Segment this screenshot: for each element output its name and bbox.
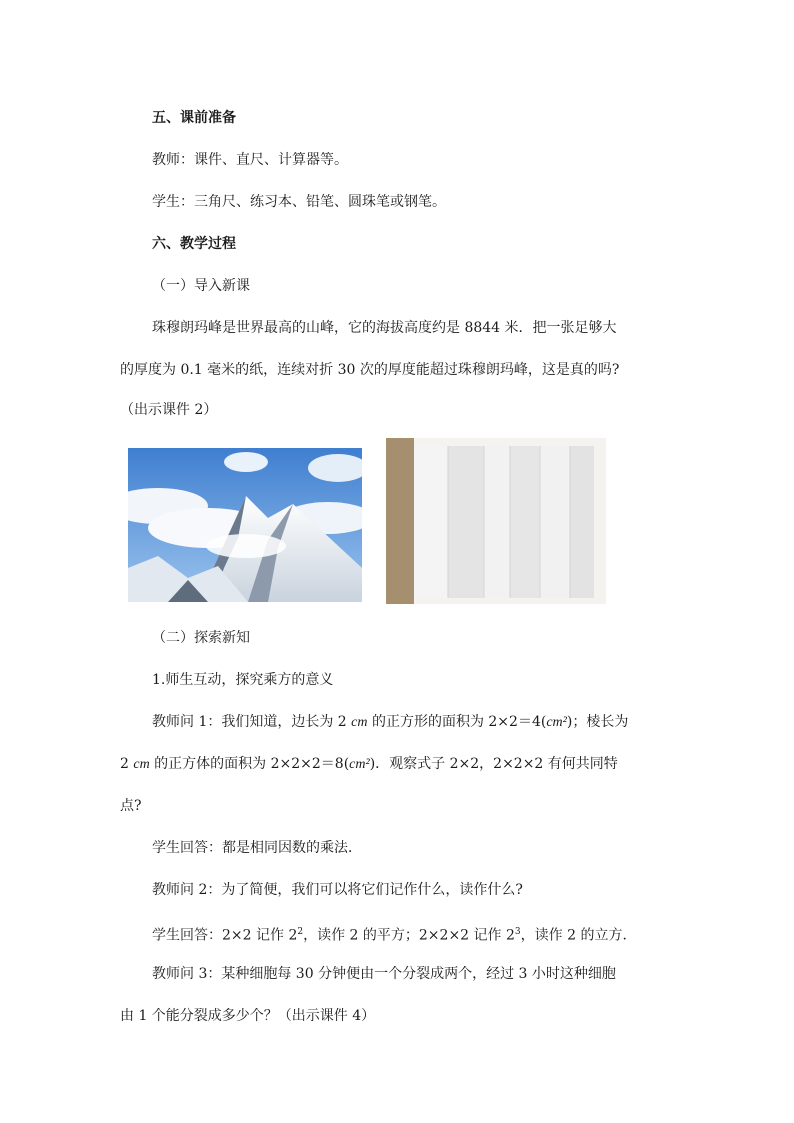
subsection-1-title: 1.师生互动，探究乘方的意义 (152, 672, 334, 688)
intro-paragraph-line1: 珠穆朗玛峰是世界最高的山峰，它的海拔高度约是 8844 米．把一张足够大 (152, 320, 617, 336)
teacher-question-1-line3: 点? (120, 798, 142, 814)
prep-heading: 五、课前准备 (152, 110, 236, 126)
teacher-question-1-line1: 教师问 1：我们知道，边长为 2 cm 的正方形的面积为 2×2＝4(cm²)；棱长为 (152, 714, 629, 730)
prep-teacher: 教师：课件、直尺、计算器等。 (152, 152, 348, 168)
intro-heading: （一）导入新课 (152, 278, 250, 294)
teacher-question-1-line2: 2 cm 的正方体的面积为 2×2×2＝8(cm²)．观察式子 2×2，2×2×2 有何共同特 (120, 756, 618, 772)
mountain-photo (128, 448, 362, 602)
folded-paper-photo (386, 438, 606, 604)
teacher-question-3-line1: 教师问 3：某种细胞每 30 分钟便由一个分裂成两个，经过 3 小时这种细胞 (152, 966, 616, 982)
student-answer-2: 学生回答：2×2 记作 $2^2$，读作 2 的平方；2×2×2 记作 $2^3$，读作 2 的立方． (152, 927, 637, 944)
student-answer-1: 学生回答：都是相同因数的乘法． (152, 840, 362, 856)
teacher-question-2: 教师问 2：为了简便，我们可以将它们记作什么，读作什么? (152, 882, 523, 898)
prep-student: 学生：三角尺、练习本、铅笔、圆珠笔或钢笔。 (152, 194, 446, 210)
intro-paragraph-line3: （出示课件 2） (120, 402, 218, 418)
intro-paragraph-line2: 的厚度为 0.1 毫米的纸，连续对折 30 次的厚度能超过珠穆朗玛峰，这是真的吗? (120, 362, 620, 378)
process-heading: 六、教学过程 (152, 236, 236, 252)
explore-heading: （二）探索新知 (152, 630, 250, 646)
teacher-question-3-line2: 由 1 个能分裂成多少个？（出示课件 4） (120, 1008, 376, 1024)
